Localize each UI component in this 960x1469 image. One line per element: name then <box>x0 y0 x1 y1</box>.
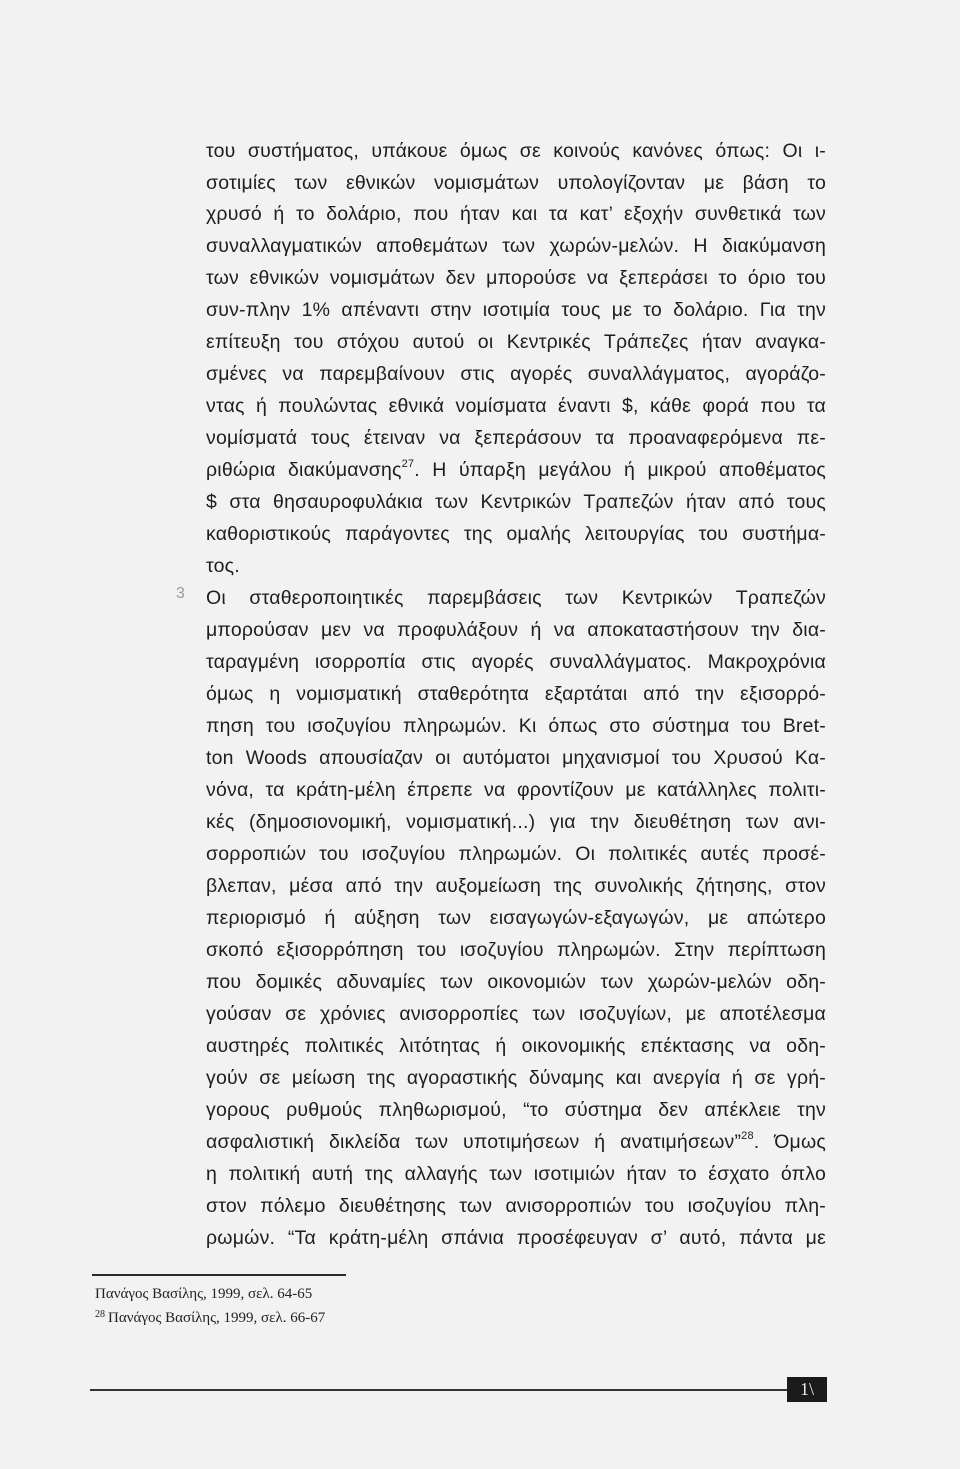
text-line: νομίσματά τους έτειναν να ξεπεράσουν τα προαναφερόμενα πε- <box>206 427 826 449</box>
text-line: $ στα θησαυροφυλάκια των Κεντρικών Τραπεζών ήταν από τους <box>206 491 826 513</box>
footnote-ref-27: 27 <box>401 458 415 470</box>
text-line: γορους ρυθμούς πληθωρισμού, “το σύστημα δεν απέκλειε την <box>206 1099 826 1121</box>
text-line: ντας ή πουλώντας εθνικά νομίσματα έναντι $, κάθε φορά που τα <box>206 395 826 417</box>
text-line: συναλλαγματικών αποθεμάτων των χωρών-μελών. Η διακύμανση <box>206 235 826 257</box>
footnote-27: Πανάγος Βασίλης, 1999, σελ. 64-65 <box>95 1286 313 1302</box>
text-line: ταραγμένη ισορροπία στις αγορές συναλλάγματος. Μακροχρόνια <box>206 651 826 673</box>
text-line: βλεπαν, μέσα από την αυξομείωση της συνολικής ζήτησης, στον <box>206 875 826 897</box>
text-segment: ριθώρια διακύμανσης <box>206 459 402 481</box>
text-line: στον πόλεμο διευθέτησης των ανισορροπιών του ισοζυγίου πλη- <box>206 1195 826 1217</box>
footnote-28 <box>95 1305 325 1328</box>
text-line: ton Woods απουσίαζαν οι αυτόματοι μηχανισμοί του Χρυσού Κα- <box>206 747 826 769</box>
text-line: κές (δημοσιονομική, νομισματική...) για την διευθέτηση των ανι- <box>206 811 826 833</box>
text-segment: . Όμως <box>753 1131 826 1153</box>
text-line: σοτιμίες των εθνικών νομισμάτων υπολογίζονταν με βάση το <box>206 172 826 194</box>
page-number: 1\ <box>787 1377 827 1402</box>
text-line: καθοριστικούς παράγοντες της ομαλής λειτουργίας του συστήμα- <box>206 523 826 545</box>
text-line: τος. <box>206 555 240 577</box>
text-line: Οι σταθεροποιητικές παρεμβάσεις των Κεντρικών Τραπεζών <box>206 587 826 609</box>
text-line: μπορούσαν μεν να προφυλάξουν ή να αποκαταστήσουν την δια- <box>206 619 826 641</box>
text-line: του συστήματος, υπάκουε όμως σε κοινούς κανόνες όπως: Οι ι- <box>206 140 826 162</box>
footnote-ref-28: 28 <box>741 1130 754 1142</box>
footnote-divider <box>92 1274 346 1276</box>
text-line: επίτευξη του στόχου αυτού οι Κεντρικές Τράπεζες ήταν αναγκα- <box>206 331 826 353</box>
text-line: νόνα, τα κράτη-μέλη έπρεπε να φροντίζουν με κατάλληλες πολιτι- <box>206 779 826 801</box>
page-bottom-rule <box>90 1389 790 1391</box>
text-line: σορροπιών του ισοζυγίου πληρωμών. Οι πολιτικές αυτές προσέ- <box>206 843 826 865</box>
text-line: γούσαν σε χρόνιες ανισορροπίες των ισοζυγίων, με αποτέλεσμα <box>206 1003 826 1025</box>
text-line: η πολιτική αυτή της αλλαγής των ισοτιμιών ήταν το έσχατο όπλο <box>206 1163 826 1185</box>
text-line: χρυσό ή το δολάριο, που ήταν και τα κατ’ εξοχήν συνθετικά των <box>206 203 826 225</box>
text-segment: ασφαλιστική δικλείδα των υποτιμήσεων ή ανατιμήσεων” <box>206 1131 742 1153</box>
text-line: ρωμών. “Τα κράτη-μέλη σπάνια προσέφευγαν σ’ αυτό, πάντα με <box>206 1227 826 1249</box>
text-line: όμως η νομισματική σταθερότητα εξαρτάται από την εξισορρό- <box>206 683 826 705</box>
text-line: αυστηρές πολιτικές λιτότητας ή οικονομικής επέκτασης να οδη- <box>206 1035 826 1057</box>
text-segment: . Η ύπαρξη μεγάλου ή μικρού αποθέματος <box>414 459 826 481</box>
item-marker: 3 <box>176 585 185 602</box>
footnote-text: Πανάγος Βασίλης, 1999, σελ. 66-67 <box>108 1310 326 1326</box>
text-line <box>206 455 826 485</box>
footnote-number: 28 <box>95 1309 105 1320</box>
text-line: συν-πλην 1% απέναντι στην ισοτιμία τους με το δολάριο. Για την <box>206 299 826 321</box>
text-line: που δομικές αδυναμίες των οικονομιών των χωρών-μελών οδη- <box>206 971 826 993</box>
text-line: περιορισμό ή αύξηση των εισαγωγών-εξαγωγών, με απώτερο <box>206 907 826 929</box>
text-line: των εθνικών νομισμάτων δεν μπορούσε να ξεπεράσει το όριο του <box>206 267 826 289</box>
text-line: πηση του ισοζυγίου πληρωμών. Κι όπως στο σύστημα του Bret- <box>206 715 826 737</box>
text-line: σμένες να παρεμβαίνουν στις αγορές συναλλάγματος, αγοράζο- <box>206 363 826 385</box>
text-line: σκοπό εξισορρόπηση του ισοζυγίου πληρωμών. Στην περίπτωση <box>206 939 826 961</box>
text-line: γούν σε μείωση της αγοραστικής δύναμης και ανεργία ή σε γρή- <box>206 1067 826 1089</box>
text-line <box>206 1127 826 1157</box>
